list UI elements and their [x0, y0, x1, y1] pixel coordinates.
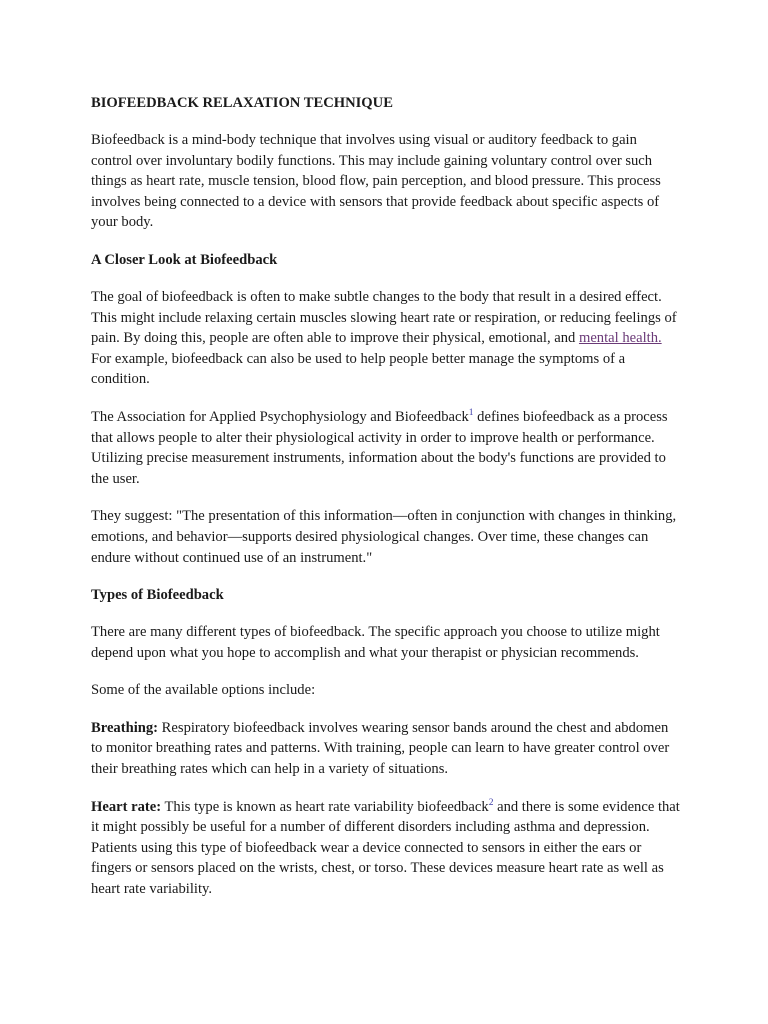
- intro-paragraph: Biofeedback is a mind-body technique that involves using visual or auditory feedback to gain control over involuntary bodily functions. This may include gaining voluntary control over such things as heart rate, muscle tension, blood flow, pain perception, and blood pressure. This process involves being connected to a device with sensors that provide feedback about specific aspects of your body.: [91, 132, 661, 231]
- breathing-text: Respiratory biofeedback involves wearing sensor bands around the chest and abdomen to monitor breathing rates and patterns. With training, people can learn to have greater control over their breathing rates which can help in a variety of situations.: [91, 719, 670, 778]
- goal-paragraph: [91, 287, 681, 390]
- association-text-start: The Association for Applied Psychophysiology and Biofeedback: [91, 408, 469, 425]
- association-text-end: defines biofeedback as a process that allows people to alter their physiological activity in order to improve health or performance. Utilizing precise measurement instruments, information about the body's functions are provided to the user.: [91, 408, 668, 487]
- breathing-paragraph: [91, 718, 681, 780]
- heart-rate-text-start: This type is known as heart rate variability biofeedback: [161, 798, 489, 815]
- document-page: [91, 93, 681, 917]
- types-intro-paragraph: There are many different types of biofeedback. The specific approach you choose to utilize might depend upon what you hope to accomplish and what your therapist or physician recommends.: [91, 624, 660, 661]
- heart-rate-text-end: and there is some evidence that it might possibly be useful for a number of different disorders including asthma and depression. Patients using this type of biofeedback wear a device connected to sensors in either the ears or fingers or sensors placed on the wrists, chest, or torso. These devices measure heart rate as well as heart rate variability.: [91, 798, 680, 898]
- reference-1-link[interactable]: 1: [468, 407, 474, 418]
- mental-health-link[interactable]: mental health.: [578, 330, 662, 347]
- reference-2-link[interactable]: 2: [488, 797, 494, 808]
- heart-rate-paragraph: [91, 797, 681, 900]
- goal-text-start: The goal of biofeedback is often to make subtle changes to the body that result in a desired effect. This might include relaxing certain muscles slowing heart rate or respiration, or reducing feelings of pain. By doing this, people are often able to improve their physical, emotional, and: [91, 288, 677, 347]
- document-title: BIOFEEDBACK RELAXATION TECHNIQUE: [91, 95, 393, 111]
- closer-look-heading: A Closer Look at Biofeedback: [91, 251, 278, 268]
- heart-rate-label: Heart rate:: [91, 798, 162, 815]
- goal-text-end: For example, biofeedback can also be used to help people better manage the symptoms of a condition.: [91, 350, 626, 388]
- types-heading: Types of Biofeedback: [91, 587, 224, 604]
- options-paragraph: Some of the available options include:: [91, 682, 316, 699]
- quote-paragraph: They suggest: "The presentation of this information—often in conjunction with changes in thinking, emotions, and behavior—supports desired physiological changes. Over time, these changes can endure without continued use of an instrument.": [91, 508, 677, 566]
- association-paragraph: [91, 407, 681, 489]
- breathing-label: Breathing:: [91, 719, 159, 736]
